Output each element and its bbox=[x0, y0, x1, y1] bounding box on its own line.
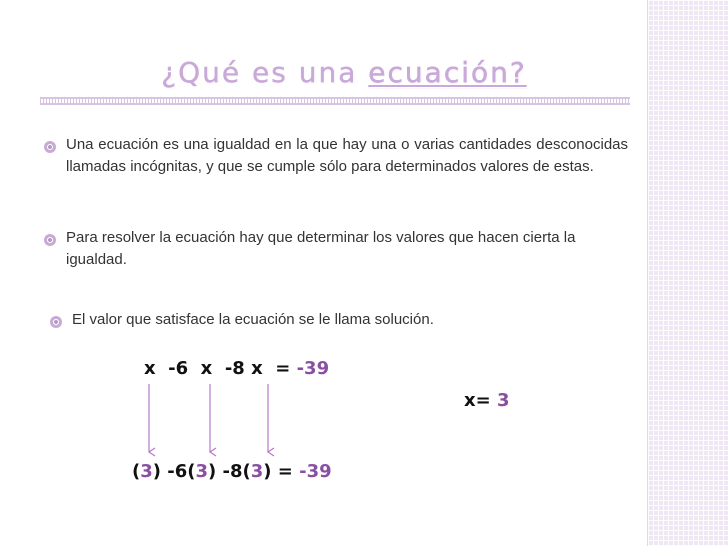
verification-part: ( bbox=[132, 461, 141, 482]
verification-value: 3 bbox=[250, 461, 264, 482]
solution-value: 3 bbox=[496, 390, 510, 411]
verification bbox=[132, 461, 332, 482]
verification-part: ) = bbox=[263, 461, 300, 482]
bullet-resolve: Para resolver la ecuación hay que determinar los valores que hacen cierta la igualdad. bbox=[66, 229, 576, 268]
verification-result: -39 bbox=[299, 461, 332, 482]
title-part-2: ecuación? bbox=[368, 56, 527, 89]
equation-lhs: x -6 x -8 x = bbox=[144, 358, 297, 379]
bullet-solution: El valor que satisface la ecuación se le llama solución. bbox=[72, 311, 434, 328]
solution-label: x= bbox=[464, 390, 497, 411]
title-part-1: ¿Qué es una bbox=[161, 56, 369, 89]
verification-part: ) -8( bbox=[208, 461, 251, 482]
verification-part: ) -6( bbox=[152, 461, 196, 482]
bullet-definition: Una ecuación es una igualdad en la que hay una o varias cantidades desconocidas llamadas incógnitas, y que se cumple sólo para determinados valores de estas. bbox=[66, 136, 628, 175]
equation-rhs: -39 bbox=[296, 358, 330, 379]
verification-value: 3 bbox=[140, 461, 153, 482]
verification-value: 3 bbox=[195, 461, 209, 482]
